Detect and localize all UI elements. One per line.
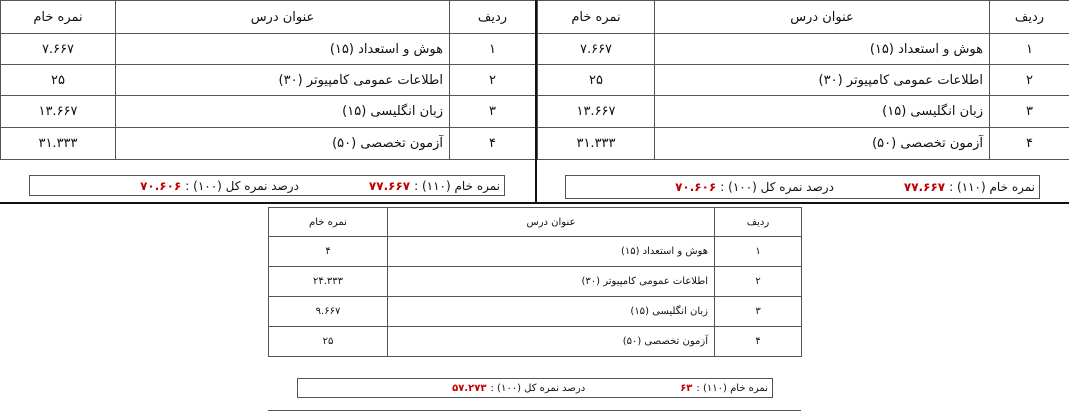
- row-number: ۳: [715, 297, 802, 327]
- course-title: هوش و استعداد (۱۵): [655, 34, 990, 65]
- table-row: [269, 297, 802, 327]
- course-title: اطلاعات عمومی کامپیوتر (۳۰): [655, 65, 990, 96]
- row-number: ۳: [450, 96, 536, 128]
- raw-score: ۲۴.۳۳۳: [269, 267, 388, 297]
- row-number: ۲: [715, 267, 802, 297]
- raw-total-label: نمره خام (۱۱۰) :: [414, 178, 500, 193]
- row-number: ۱: [715, 237, 802, 267]
- table-header-row: [269, 208, 802, 237]
- header-course-title: عنوان درس: [655, 1, 990, 34]
- row-number: ۳: [990, 96, 1069, 128]
- raw-total-label: نمره خام (۱۱۰) :: [949, 180, 1035, 194]
- raw-score: ۲۵: [538, 65, 655, 96]
- raw-total-value: ۷۷.۶۶۷: [368, 178, 411, 193]
- course-title: آزمون تخصصی (۵۰): [388, 327, 715, 357]
- header-raw-score: نمره خام: [538, 1, 655, 34]
- raw-score: ۳۱.۳۳۳: [538, 128, 655, 160]
- header-row-no: ردیف: [715, 208, 802, 237]
- header-row-no: ردیف: [990, 1, 1069, 34]
- course-title: هوش و استعداد (۱۵): [116, 34, 450, 65]
- table-row: [269, 237, 802, 267]
- table-row: [1, 96, 536, 128]
- table-row: [538, 128, 1069, 160]
- score-summary: [297, 378, 773, 398]
- course-title: زبان انگلیسی (۱۵): [655, 96, 990, 128]
- row-number: ۴: [715, 327, 802, 357]
- raw-score: ۷.۶۶۷: [1, 34, 116, 65]
- table-row: [538, 96, 1069, 128]
- row-number: ۱: [990, 34, 1069, 65]
- score-table: [268, 207, 802, 357]
- table-row: [269, 267, 802, 297]
- percent-value: ۷۰.۶۰۶: [675, 180, 717, 194]
- course-title: زبان انگلیسی (۱۵): [388, 297, 715, 327]
- percent-value: ۵۷.۲۷۳: [452, 382, 487, 394]
- course-title: زبان انگلیسی (۱۵): [116, 96, 450, 128]
- course-title: اطلاعات عمومی کامپیوتر (۳۰): [388, 267, 715, 297]
- table-header-row: [538, 1, 1069, 34]
- raw-score: ۳۱.۳۳۳: [1, 128, 116, 160]
- score-table: [0, 0, 536, 160]
- raw-score: ۱۳.۶۶۷: [538, 96, 655, 128]
- result-panel-bottom: [268, 207, 801, 411]
- row-number: ۲: [450, 65, 536, 96]
- percent-label: درصد نمره کل (۱۰۰) :: [720, 180, 834, 194]
- percent-label: درصد نمره کل (۱۰۰) :: [490, 382, 586, 394]
- score-summary: [29, 175, 505, 196]
- table-header-row: [1, 1, 536, 34]
- row-number: ۱: [450, 34, 536, 65]
- raw-score: ۱۳.۶۶۷: [1, 96, 116, 128]
- table-row: [538, 34, 1069, 65]
- course-title: اطلاعات عمومی کامپیوتر (۳۰): [116, 65, 450, 96]
- raw-total-value: ۷۷.۶۶۷: [903, 180, 946, 194]
- raw-score: ۲۵: [269, 327, 388, 357]
- raw-score: ۴: [269, 237, 388, 267]
- course-title: آزمون تخصصی (۵۰): [116, 128, 450, 160]
- row-number: ۴: [450, 128, 536, 160]
- raw-score: ۹.۶۶۷: [269, 297, 388, 327]
- table-row: [1, 128, 536, 160]
- raw-total-value: ۶۳: [680, 382, 693, 394]
- result-panel-left: [0, 0, 535, 202]
- header-raw-score: نمره خام: [269, 208, 388, 237]
- header-raw-score: نمره خام: [1, 1, 116, 34]
- percent-value: ۷۰.۶۰۶: [140, 178, 182, 193]
- raw-score: ۲۵: [1, 65, 116, 96]
- raw-total-label: نمره خام (۱۱۰) :: [696, 382, 768, 394]
- score-summary: [565, 175, 1040, 199]
- table-row: [1, 34, 536, 65]
- header-course-title: عنوان درس: [116, 1, 450, 34]
- course-title: آزمون تخصصی (۵۰): [655, 128, 990, 160]
- raw-score: ۷.۶۶۷: [538, 34, 655, 65]
- row-number: ۴: [990, 128, 1069, 160]
- table-row: [269, 327, 802, 357]
- percent-label: درصد نمره کل (۱۰۰) :: [185, 178, 299, 193]
- result-panel-right: [537, 0, 1069, 202]
- score-table: [537, 0, 1069, 160]
- table-row: [1, 65, 536, 96]
- course-title: هوش و استعداد (۱۵): [388, 237, 715, 267]
- table-row: [538, 65, 1069, 96]
- row-number: ۲: [990, 65, 1069, 96]
- header-row-no: ردیف: [450, 1, 536, 34]
- header-course-title: عنوان درس: [388, 208, 715, 237]
- section-divider: [0, 202, 1069, 204]
